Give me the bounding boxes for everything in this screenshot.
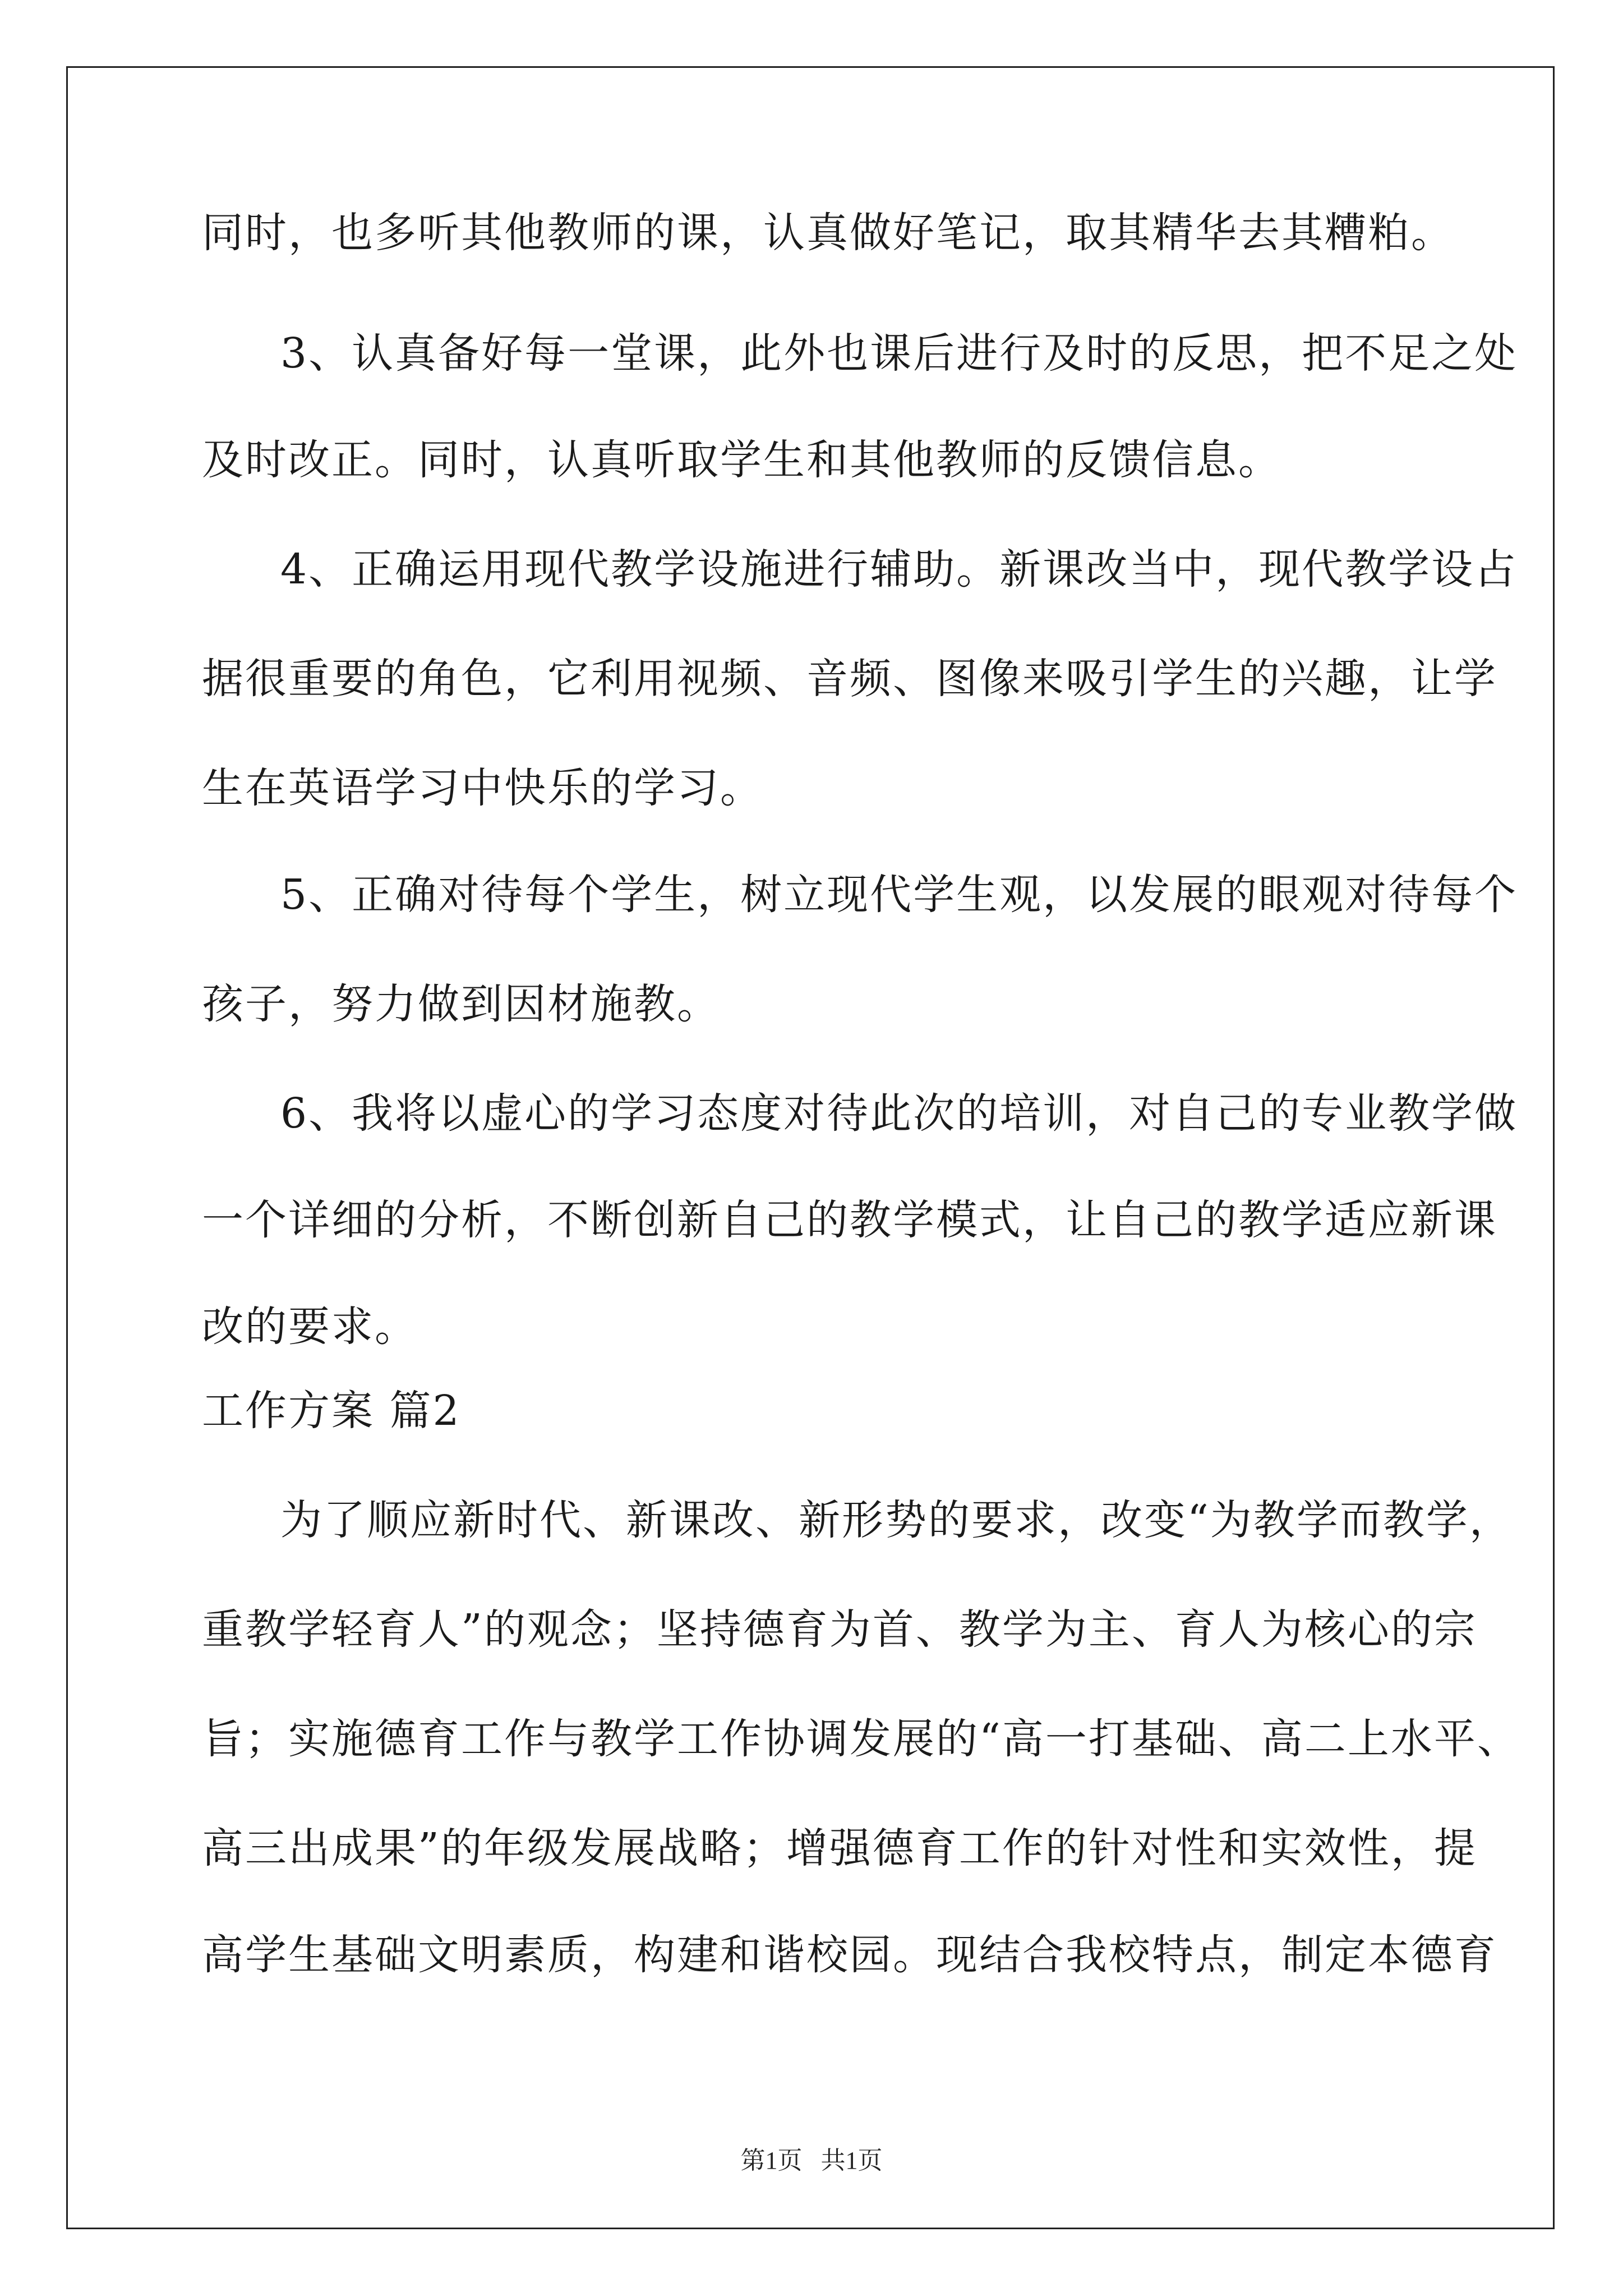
section-heading: 工作方案 篇2 [202, 1387, 461, 1435]
paragraph-line: 高学生基础文明素质，构建和谐校园。现结合我校特点，制定本德育 [202, 1931, 1497, 1979]
paragraph-line: 为了顺应新时代、新课改、新形势的要求，改变“为教学而教学， [280, 1496, 1513, 1544]
paragraph-line: 生在英语学习中快乐的学习。 [202, 764, 763, 812]
paragraph-line: 4、正确运用现代教学设施进行辅助。新课改当中，现代教学设占 [280, 545, 1518, 593]
paragraph-line: 及时改正。同时，认真听取学生和其他教师的反馈信息。 [202, 436, 1281, 484]
paragraph-line: 改的要求。 [202, 1303, 418, 1351]
paragraph-line: 高三出成果”的年级发展战略；增强德育工作的针对性和实效性，提 [202, 1824, 1477, 1872]
page-footer [0, 2140, 1623, 2176]
paragraph-line: 据很重要的角色，它利用视频、音频、图像来吸引学生的兴趣，让学 [202, 655, 1497, 703]
paragraph-line: 同时，也多听其他教师的课，认真做好笔记，取其精华去其糟粕。 [202, 209, 1454, 257]
page-total: 共1页 [820, 2147, 883, 2174]
paragraph-line: 重教学轻育人”的观念；坚持德育为首、教学为主、育人为核心的宗 [202, 1605, 1477, 1654]
paragraph-line: 3、认真备好每一堂课，此外也课后进行及时的反思，把不足之处 [280, 329, 1518, 378]
paragraph-line: 旨；实施德育工作与教学工作协调发展的“高一打基础、高二上水平、 [202, 1715, 1520, 1763]
paragraph-line: 6、我将以虚心的学习态度对待此次的培训，对自己的专业教学做 [280, 1089, 1518, 1138]
paragraph-line: 一个详细的分析，不断创新自己的教学模式，让自己的教学适应新课 [202, 1196, 1497, 1244]
paragraph-line: 5、正确对待每个学生，树立现代学生观，以发展的眼观对待每个 [280, 871, 1518, 919]
paragraph-line: 孩子，努力做到因材施教。 [202, 980, 720, 1028]
page-number: 第1页 [740, 2147, 803, 2174]
page-border [66, 66, 1555, 2229]
